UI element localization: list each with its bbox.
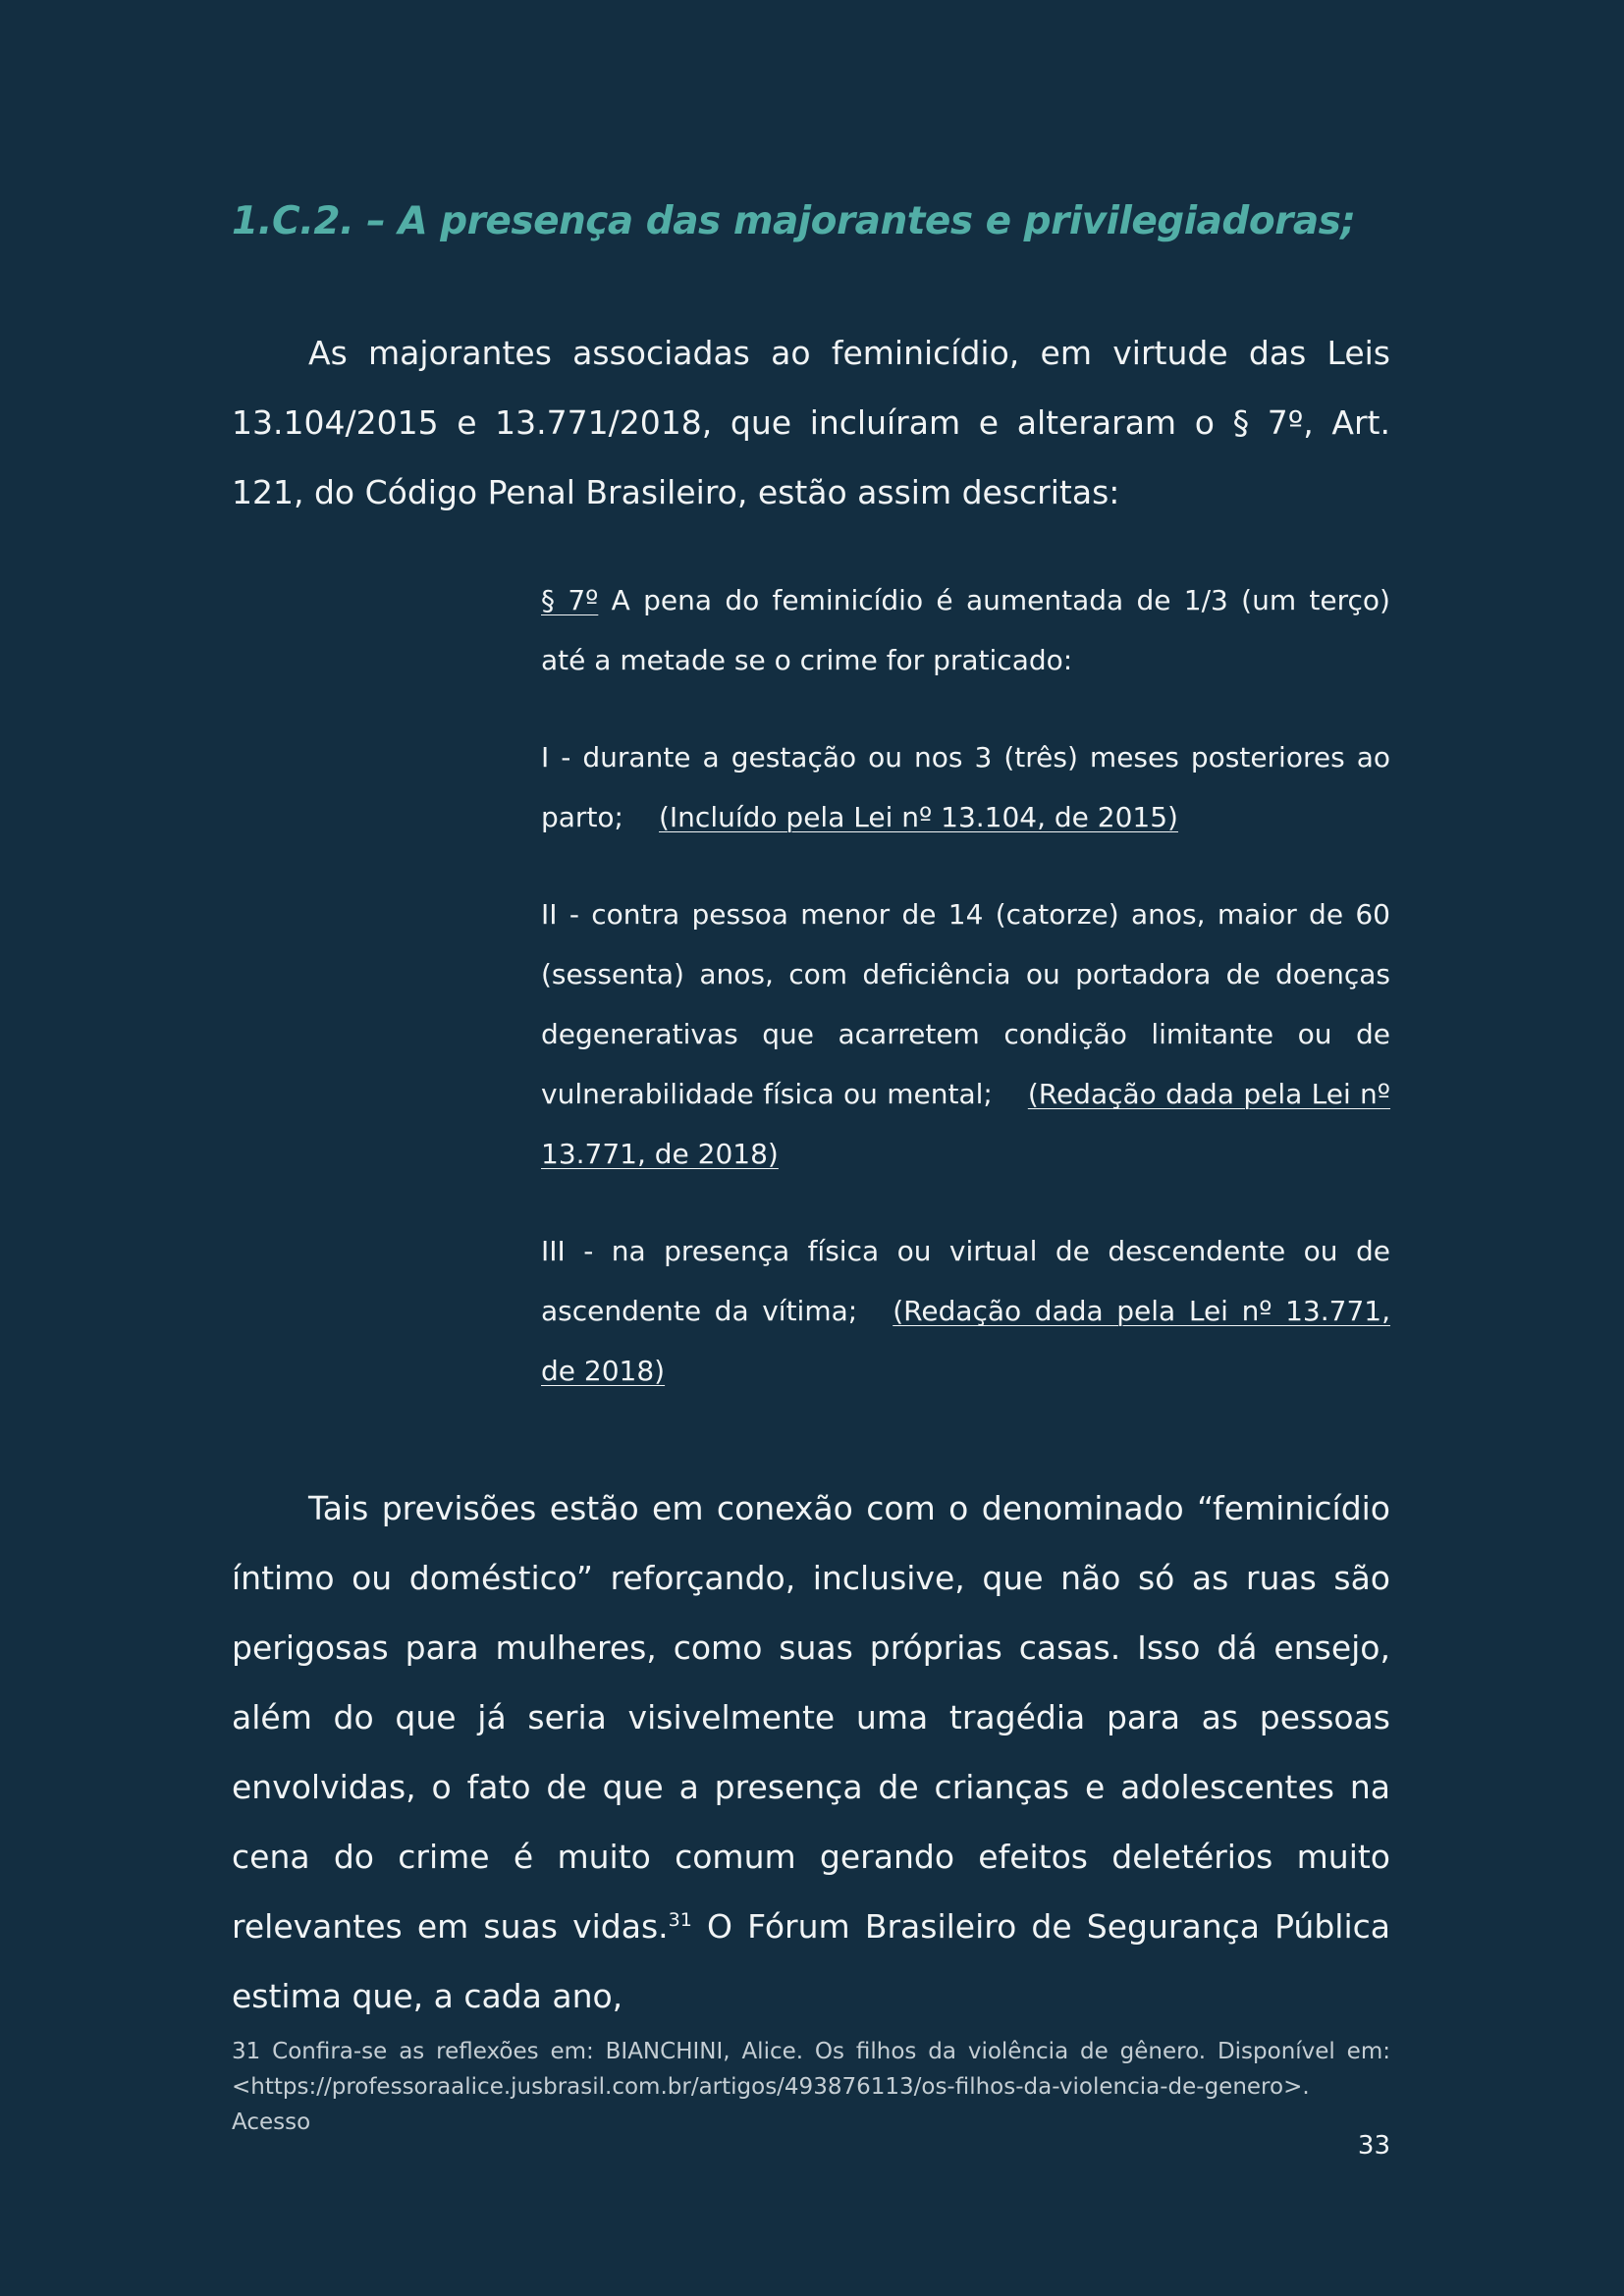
law-reference-link[interactable]: (Incluído pela Lei nº 13.104, de 2015) [659, 801, 1178, 833]
quote-intro [541, 570, 1390, 690]
paragraph-2-text: Tais previsões estão em conexão com o denominado “feminicídio íntimo ou doméstico” reforçando, inclusive, que não só as ruas são perigosas para mulheres, como suas próprias casas. Isso dá ensejo, além do que já seria visivelmente uma tragédia para as pessoas envolvidas, o fato de que a presença de crianças e adolescentes na cena do crime é muito comum gerando efeitos deletérios muito relevantes em suas vidas. [232, 1489, 1390, 1946]
quote-item-1 [541, 727, 1390, 847]
page-content [232, 192, 1390, 2031]
body-paragraph-2 [232, 1473, 1390, 2031]
law-reference-link[interactable]: (Redação dada pela Lei nº 13.771, de 2018) [541, 1078, 1390, 1170]
footnote: 31 Confira-se as reflexões em: BIANCHINI, Alice. Os filhos da violência de gênero. Disponível em: <https://professoraalice.jusbrasil.com.br/artigos/493876113/os-filhos-da-violencia-de-genero>. Acesso [232, 2039, 1390, 2135]
quote-item-text: II - contra pessoa menor de 14 (catorze) anos, maior de 60 (sessenta) anos, com deficiência ou portadora de doenças degenerativas que acarretem condição limitante ou de vulnerabilidade física ou mental; [541, 898, 1390, 1110]
quote-item-text: III - na presença física ou virtual de descendente ou de ascendente da vítima; [541, 1235, 1390, 1327]
paragraph-mark-link[interactable]: § 7º [541, 584, 599, 616]
footnote-reference[interactable]: 31 [668, 1909, 692, 1931]
quote-intro-text: A pena do feminicídio é aumentada de 1/3 (um terço) até a metade se o crime for praticado: [541, 584, 1390, 676]
quote-item-2 [541, 884, 1390, 1184]
paragraph-2-continuation: O Fórum Brasileiro de Segurança Pública estima que, a cada ano, [232, 1907, 1390, 2015]
quote-item-3 [541, 1221, 1390, 1401]
page-number: 33 [1357, 2131, 1390, 2161]
legal-quote [541, 570, 1390, 1401]
body-paragraph-1: As majorantes associadas ao feminicídio, em virtude das Leis 13.104/2015 e 13.771/2018, que incluíram e alteraram o § 7º, Art. 121, do Código Penal Brasileiro, estão assim descritas: [232, 334, 1390, 511]
section-title: 1.C.2. – A presença das majorantes e privilegiadoras; [232, 199, 1356, 243]
quote-item-text: I - durante a gestação ou nos 3 (três) meses posteriores ao parto; [541, 741, 1390, 833]
law-reference-link[interactable]: (Redação dada pela Lei nº 13.771, de 2018) [541, 1295, 1390, 1387]
